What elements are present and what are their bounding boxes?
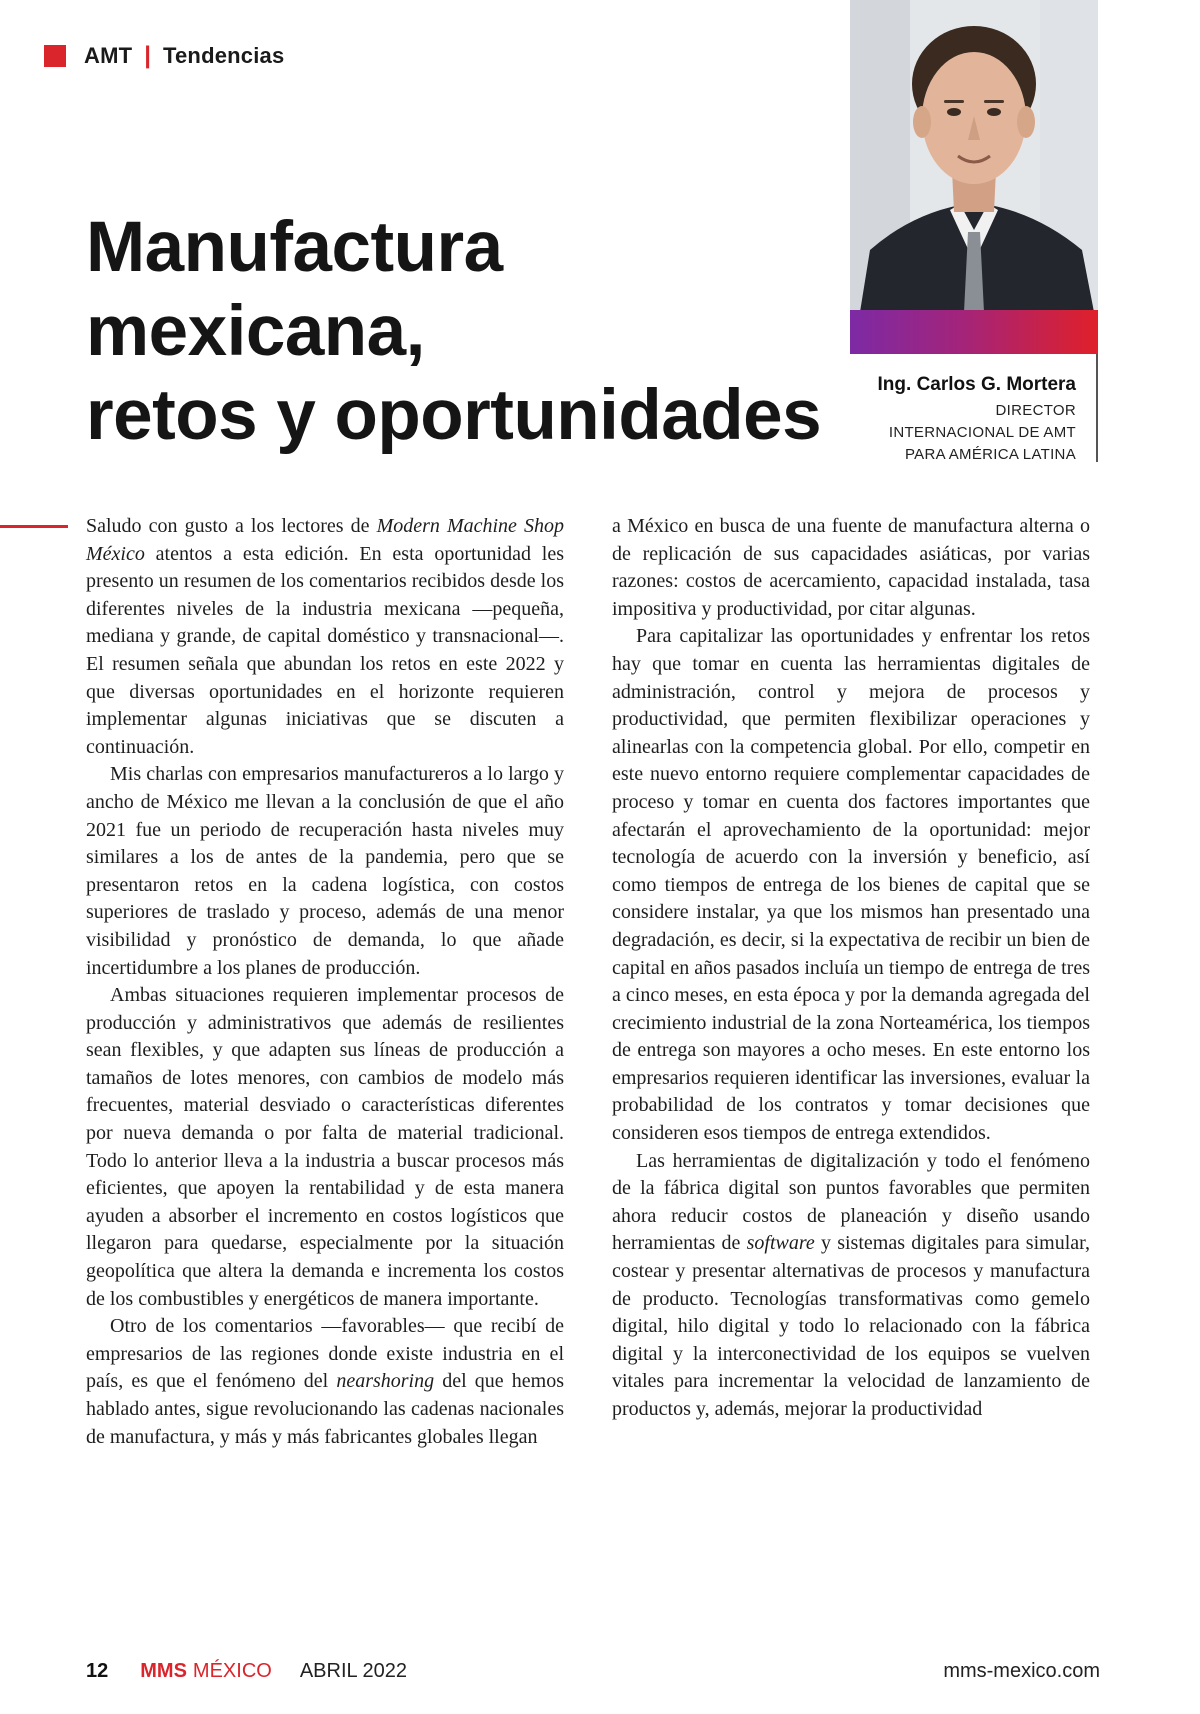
paragraph-5: Para capitalizar las oportunidades y enfrentar los retos hay que tomar en cuenta las herramientas digitales de administración, control y mejora de procesos y productividad, que permiten flexibilizar operaciones y alinearlas con la competencia global. Por ello, competir en este nuevo entorno requiere complementar capacidades de proceso y tomar en cuenta dos factores importantes que afectarán el aprovechamiento de la oportunidad: mejor tecnología de acuerdo con la inversión y beneficio, así como tiempos de entrega de los bienes de capital que se considere instalar, ya que los mismos han presentado una degradación, es decir, si la expectativa de recibir un bien de capital en años pasados incluía un tiempo de entrega de tres a cinco meses, en esta época y por la demanda agregada del crecimiento industrial de la zona Norteamérica, los tiempos de entrega son mayores a ocho meses. En este entorno los empresarios requieren identificar las inversiones, evaluar la probabilidad de los contratos y tomar decisiones que consideren esos tiempos de entrega extendidos. xyxy=(612,625,1090,1145)
title-line-1: Manufactura mexicana, xyxy=(86,208,503,371)
magazine-name: Modern Machine Shop México xyxy=(86,515,564,565)
term-software: software xyxy=(746,1232,815,1255)
article-title xyxy=(86,206,826,458)
title-line-2: retos y oportunidades xyxy=(86,376,822,455)
author-role-line-3: PARA AMÉRICA LATINA xyxy=(904,446,1076,463)
body-column-right xyxy=(612,513,1090,1424)
term-nearshoring: nearshoring xyxy=(336,1370,435,1393)
author-divider xyxy=(1096,354,1098,462)
section-tag xyxy=(44,42,284,70)
brand-mms: MMS xyxy=(140,1659,187,1682)
paragraph-1: Saludo con gusto a los lectores de Modern Machine Shop México atentos a esta edición. En esta oportunidad les presento un resumen de los comentarios recibidos desde los diferentes niveles de la industria mexicana —pequeña, mediana y grande, de capital doméstico y transnacional—. El resumen señala que abundan los retos en este 2022 y que diversas oportunidades en el horizonte requieren implementar algunas iniciativas que se discuten a continuación. xyxy=(86,515,564,758)
body-column-left xyxy=(86,513,564,1451)
paragraph-2: Mis charlas con empresarios manufactureros a lo largo y ancho de México me llevan a la conclusión de que el año 2021 fue un periodo de recuperación hasta niveles muy similares a los de antes de la pandemia, pero que se presentaron retos en la cadena logística, con costos superiores de traslado y proceso, además de una menor visibilidad y pronóstico de demanda, lo que añade incertidumbre a los planes de producción. xyxy=(86,763,564,979)
author-photo xyxy=(850,0,1098,312)
brand-mexico: MÉXICO xyxy=(192,1659,272,1682)
paragraph-4: Otro de los comentarios —favorables— que recibí de empresarios de las regiones donde existe industria en el país, es que el fenómeno del nearshoring del que hemos hablado antes, sigue revolucionando las cadenas nacionales de manufactura, y más y más fabricantes globales llegan xyxy=(86,1315,564,1448)
section-org: AMT xyxy=(84,43,133,68)
website-link[interactable]: mms-mexico.com xyxy=(943,1659,1100,1682)
section-separator: | xyxy=(144,42,151,69)
page-footer xyxy=(86,1656,1100,1686)
author-role-line-2: INTERNACIONAL DE AMT xyxy=(888,424,1076,441)
section-name: Tendencias xyxy=(162,43,285,68)
author-name: Ing. Carlos G. Mortera xyxy=(877,374,1076,395)
author-gradient-bar xyxy=(850,310,1098,354)
red-square-icon xyxy=(44,45,66,67)
paragraph-6: Las herramientas de digitalización y todo el fenómeno de la fábrica digital son puntos favorables que permiten ahora reducir costos de planeación y diseño usando herramientas de software y sistemas digitales para simular, costear y presentar alternativas de procesos y manufactura de producto. Tecnologías transformativas como gemelo digital, hilo digital y todo lo relacionado con la fábrica digital y la interconectividad de los equipos se vuelven vitales para incrementar la velocidad de lanzamiento de productos y, además, mejorar la productividad xyxy=(612,1149,1090,1420)
paragraph-4-continued: a México en busca de una fuente de manufactura alterna o de replicación de sus capacidades asiáticas, por varias razones: costos de acercamiento, capacidad instalada, tasa impositiva y productividad, por citar algunas. xyxy=(612,515,1090,620)
issue-date: ABRIL 2022 xyxy=(299,1659,407,1682)
paragraph-3: Ambas situaciones requieren implementar procesos de producción y administrativos que además de resilientes sean flexibles, y que adapten sus líneas de producción a tamaños de lotes menores, con cambios de modelo más frecuentes, material desviado o características diferentes por nueva demanda o por falta de material tradicional. Todo lo anterior lleva a la industria a buscar procesos más eficientes, que apoyen la rentabilidad y de esta manera ayuden a absorber el incremento en costos logísticos que llegaron para quedarse, especialmente por la situación geopolítica que altera la demanda e incrementa los costos de los combustibles y energéticos de manera importante. xyxy=(86,984,564,1310)
author-role-line-1: DIRECTOR xyxy=(995,402,1076,419)
author-info xyxy=(878,374,1076,466)
page-number: 12 xyxy=(86,1659,109,1682)
left-accent-rule xyxy=(0,525,68,528)
